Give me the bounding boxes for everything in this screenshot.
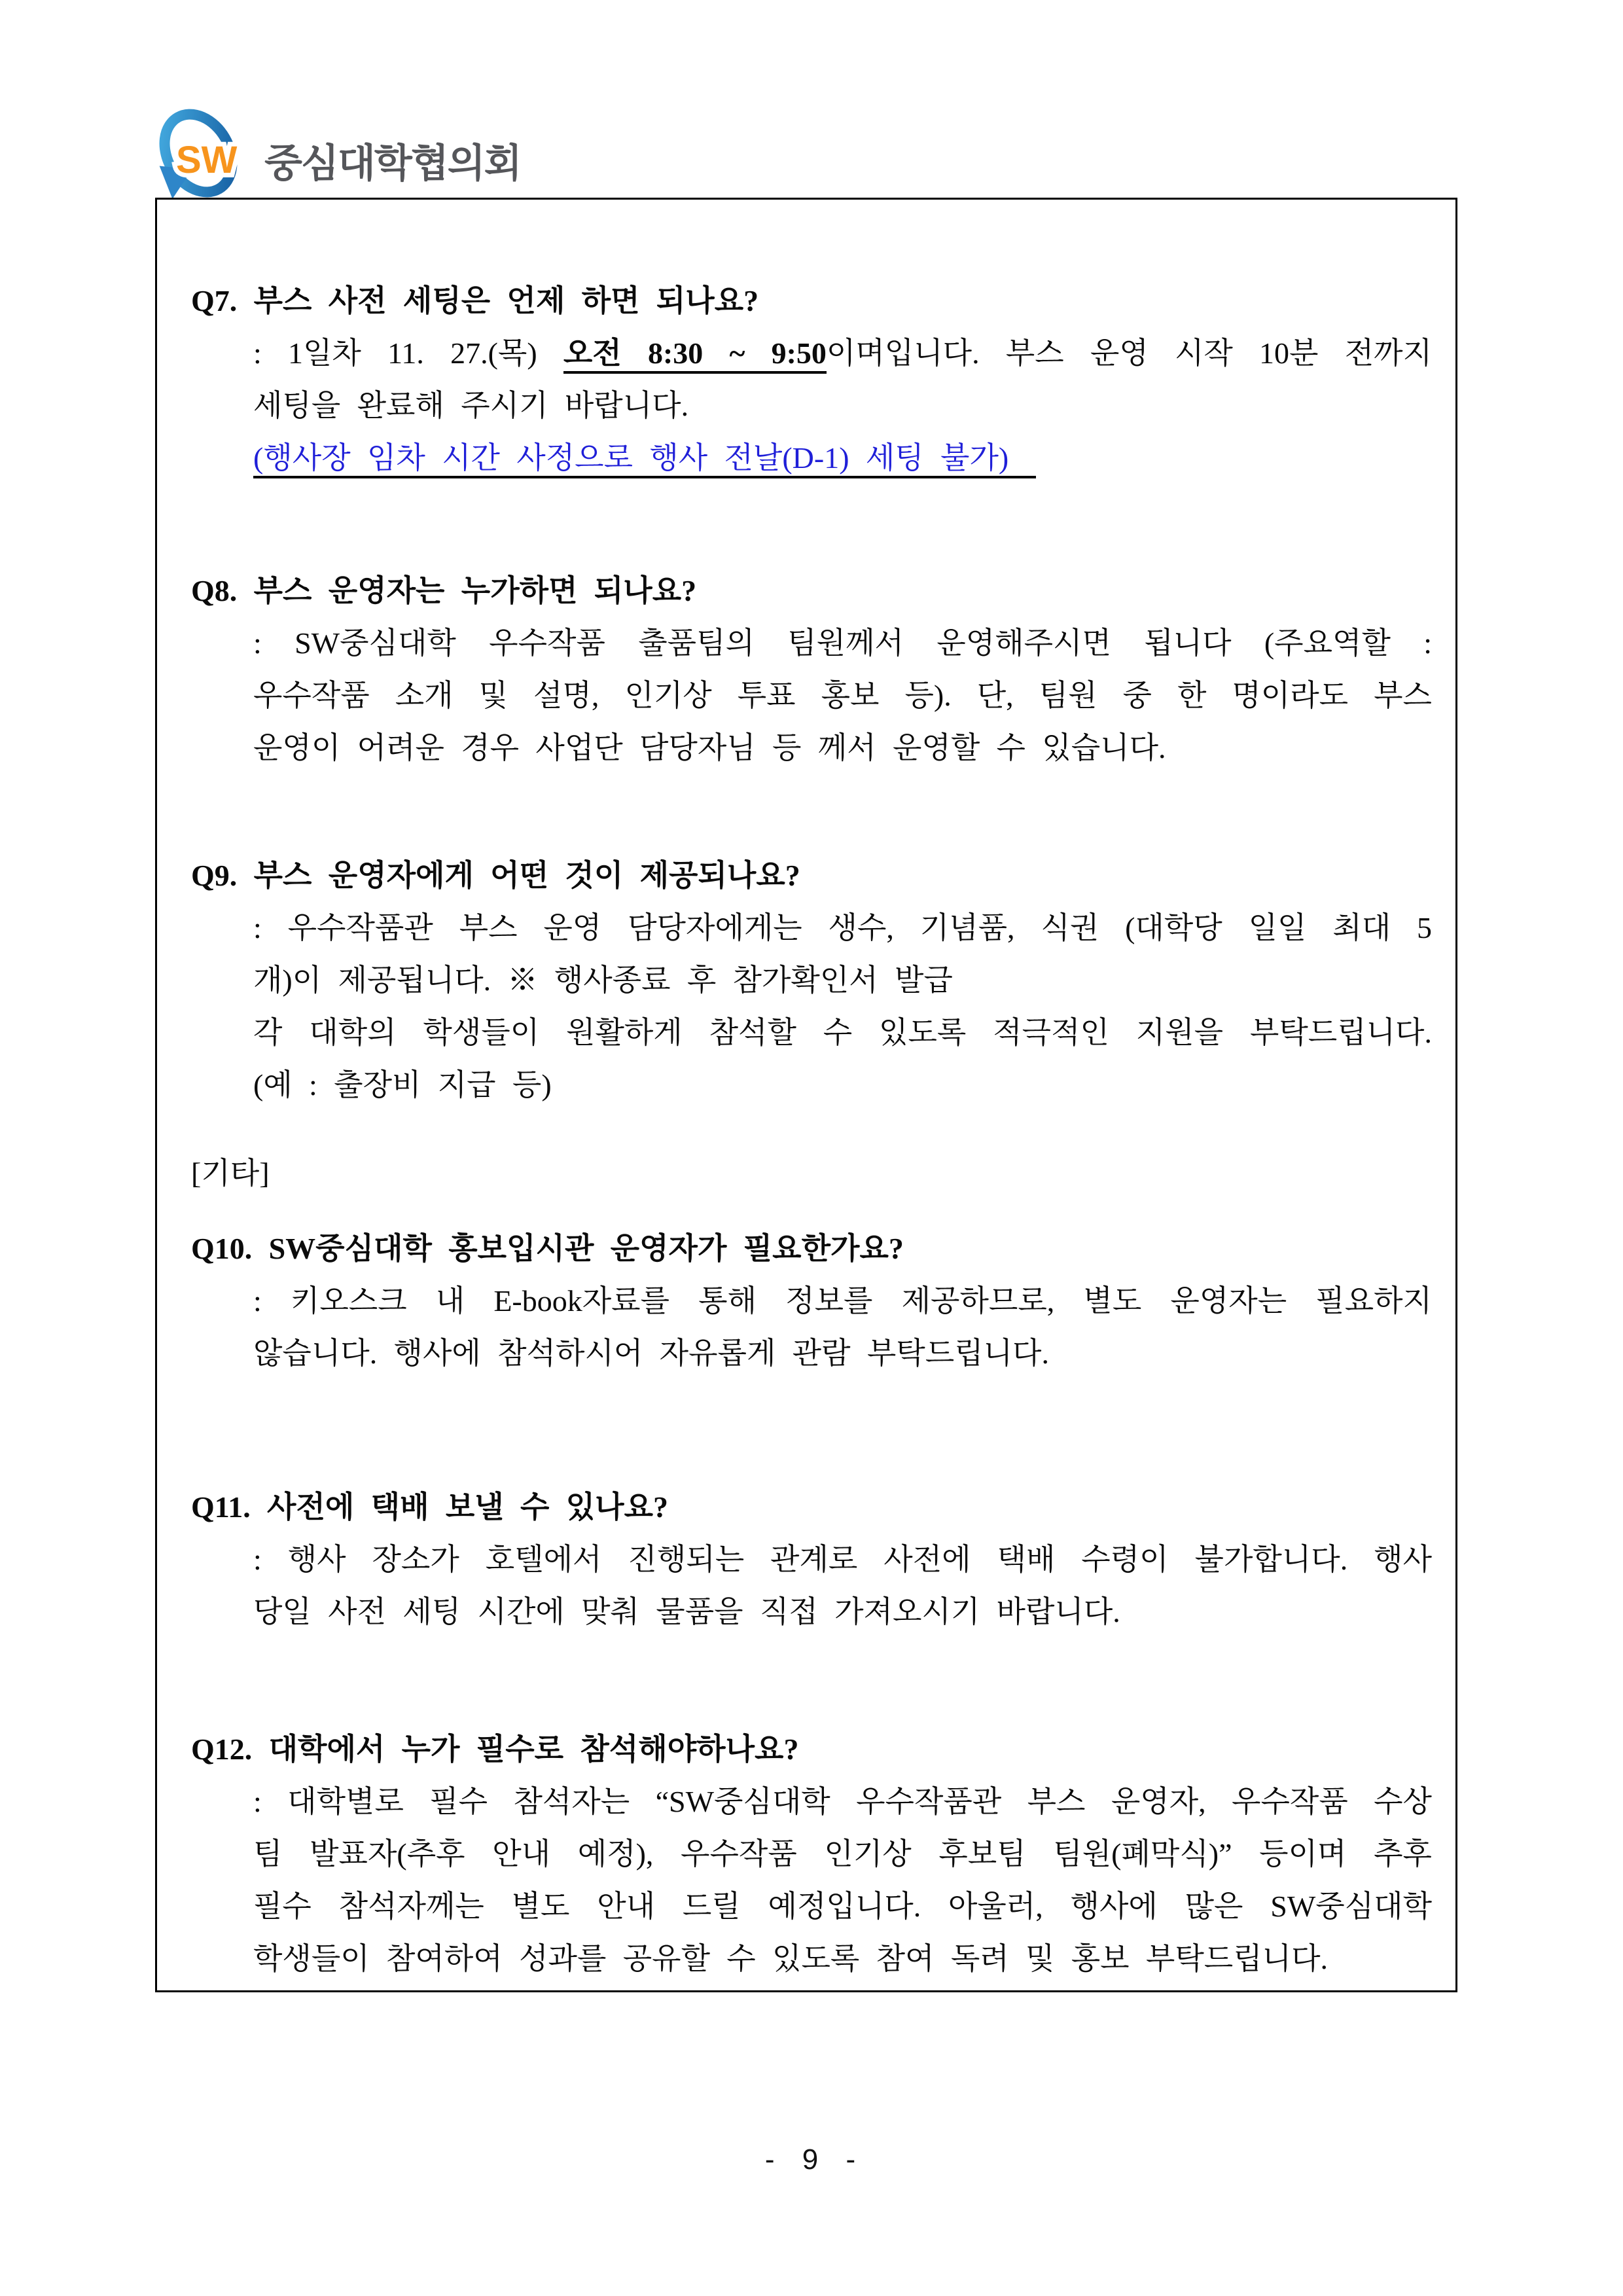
answer-line: (예 : 출장비 지급 등)	[253, 1068, 552, 1102]
answer-line: : SW중심대학 우수작품 출품팀의 팀원께서 운영해주시면 됩니다 (주요역할 :	[253, 626, 1432, 660]
answer-line: : 행사 장소가 호텔에서 진행되는 관계로 사전에 택배 수령이 불가합니다. 행사	[253, 1543, 1432, 1576]
answer-line: 학생들이 참여하여 성과를 공유할 수 있도록 참여 독려 및 홍보 부탁드립니다.	[253, 1942, 1329, 1975]
question-title-q10: Q10. SW중심대학 홍보입시관 운영자가 필요한가요?	[191, 1232, 904, 1265]
answer-line: 우수작품 소개 및 설명, 인기상 투표 홍보 등). 단, 팀원 중 한 명이라도 부스	[253, 679, 1432, 712]
answer-q8	[253, 617, 1432, 774]
answer-line: : 대학별로 필수 참석자는 “SW중심대학 우수작품관 부스 운영자, 우수작품 수상	[253, 1785, 1432, 1818]
faq-item-q12	[191, 1723, 1432, 1985]
logo-sw-text: SW	[176, 139, 238, 181]
question-title-q12: Q12. 대학에서 누가 필수로 참석해야하나요?	[191, 1732, 799, 1766]
question-title-q8: Q8. 부스 운영자는 누가하면 되나요?	[191, 574, 697, 607]
answer-line: 필수 참석자께는 별도 안내 드릴 예정입니다. 아울러, 행사에 많은 SW중심대학	[253, 1890, 1432, 1923]
answer-q12	[253, 1776, 1432, 1985]
answer-line: : 키오스크 내 E-book자료를 통해 정보를 제공하므로, 별도 운영자는 필요하지	[253, 1284, 1432, 1318]
answer-q11	[253, 1534, 1432, 1638]
faq-item-q10	[191, 1223, 1432, 1380]
faq-item-q7	[191, 275, 1432, 484]
page-number: - 9 -	[764, 2144, 859, 2176]
logo-org-name: 중심대학협의회	[264, 141, 521, 185]
faq-item-q11	[191, 1481, 1432, 1638]
sw-swoosh-icon	[147, 99, 255, 211]
answer-q9	[253, 902, 1432, 1111]
answer-q10	[253, 1275, 1432, 1380]
answer-line: 개)이 제공됩니다. ※ 행사종료 후 참가확인서 발급	[253, 963, 953, 997]
section-heading-etc: [기타]	[191, 1157, 270, 1190]
answer-line	[253, 327, 1432, 380]
blue-note-text: (행사장 임차 시간 사정으로 행사 전날(D-1) 세팅 불가)	[253, 441, 1036, 478]
answer-line	[253, 432, 1432, 484]
answer-line: : 우수작품관 부스 운영 담당자에게는 생수, 기념품, 식권 (대학당 일일 최대 5	[253, 911, 1432, 944]
question-title-q7: Q7. 부스 사전 세팅은 언제 하면 되나요?	[191, 284, 759, 317]
faq-content-box	[155, 198, 1457, 1992]
answer-line: 팀 발표자(추후 안내 예정), 우수작품 인기상 후보팀 팀원(폐막식)” 등이며 추후	[253, 1837, 1432, 1871]
answer-text: : 1일차 11. 27.(목)	[253, 336, 563, 370]
org-logo	[147, 99, 521, 211]
answer-line: 세팅을 완료해 주시기 바랍니다.	[253, 389, 689, 422]
question-title-q11: Q11. 사전에 택배 보낼 수 있나요?	[191, 1490, 669, 1524]
faq-item-q8	[191, 565, 1432, 774]
answer-text: 이며입니다. 부스 운영 시작 10분 전까지	[826, 336, 1432, 370]
faq-item-q9	[191, 850, 1432, 1111]
answer-q7	[253, 327, 1432, 484]
answer-line: 각 대학의 학생들이 원활하게 참석할 수 있도록 적극적인 지원을 부탁드립니다.	[253, 1016, 1432, 1049]
page-footer	[0, 2145, 1623, 2174]
answer-line: 않습니다. 행사에 참석하시어 자유롭게 관람 부탁드립니다.	[253, 1336, 1049, 1370]
underlined-time-range: 오전 8:30 ~ 9:50	[563, 336, 827, 374]
answer-line: 운영이 어려운 경우 사업단 담당자님 등 께서 운영할 수 있습니다.	[253, 731, 1166, 764]
question-title-q9: Q9. 부스 운영자에게 어떤 것이 제공되나요?	[191, 859, 800, 892]
answer-line: 당일 사전 세팅 시간에 맞춰 물품을 직접 가져오시기 바랍니다.	[253, 1595, 1120, 1628]
